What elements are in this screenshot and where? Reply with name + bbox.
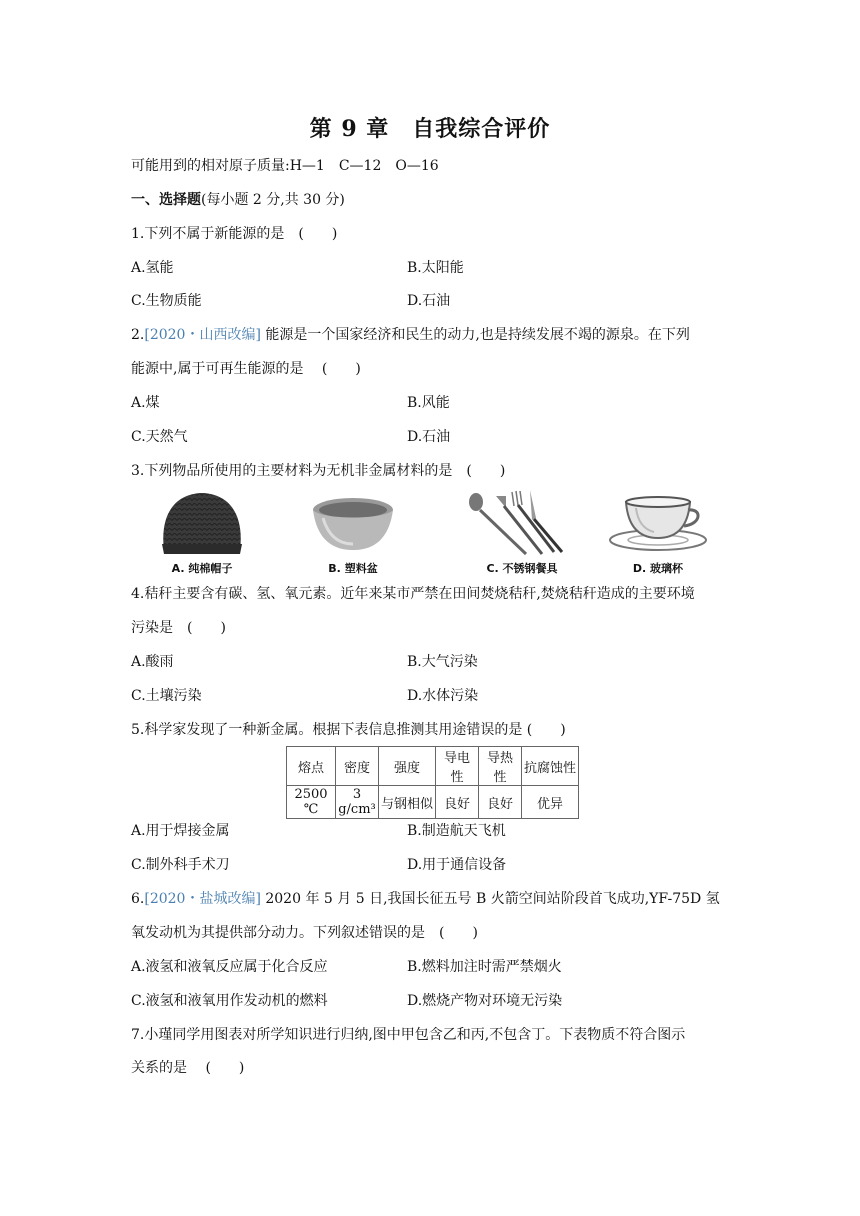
q2-stem-text: 能源是一个国家经济和民生的动力,也是持续发展不竭的源泉。在下列 bbox=[260, 327, 690, 343]
table-cell: 3 g/cm³ bbox=[336, 786, 379, 819]
q6-option-a: A.液氢和液氧反应属于化合反应 bbox=[131, 959, 328, 975]
q2-number: 2. bbox=[131, 327, 145, 343]
table-header-row bbox=[287, 747, 579, 786]
q1-option-c: C.生物质能 bbox=[131, 293, 202, 309]
q5-stem: 5.科学家发现了一种新金属。根据下表信息推测其用途错误的是 ( ) bbox=[131, 722, 566, 738]
table-header-cell: 抗腐蚀性 bbox=[522, 747, 579, 786]
section-heading bbox=[131, 190, 345, 210]
table-header-cell: 强度 bbox=[379, 747, 436, 786]
table-header-cell: 导电性 bbox=[436, 747, 479, 786]
table-row bbox=[287, 786, 579, 819]
q5-option-b: B.制造航天飞机 bbox=[407, 823, 506, 839]
q1-option-a: A.氢能 bbox=[131, 260, 174, 276]
atomic-masses: 可能用到的相对原子质量:H—1 C—12 O—16 bbox=[131, 158, 439, 174]
table-cell: 2500 ℃ bbox=[287, 786, 336, 819]
q6-source: [2020・盐城改编] bbox=[144, 891, 261, 907]
q5-option-d: D.用于通信设备 bbox=[407, 857, 507, 873]
q6-stem-line1 bbox=[131, 889, 720, 909]
q3-caption-c: C. 不锈钢餐具 bbox=[486, 562, 558, 575]
q2-option-a: A.煤 bbox=[131, 395, 160, 411]
q3-stem: 3.下列物品所使用的主要材料为无机非金属材料的是 ( ) bbox=[131, 463, 506, 479]
page-title: 第 9 章 自我综合评价 bbox=[309, 116, 551, 142]
q7-stem-line1: 7.小瑾同学用图表对所学知识进行归纳,图中甲包含乙和丙,不包含丁。下表物质不符合图示 bbox=[131, 1027, 686, 1043]
q6-option-b: B.燃料加注时需严禁烟火 bbox=[407, 959, 562, 975]
cutlery-icon bbox=[462, 488, 582, 560]
q2-stem-line1 bbox=[131, 325, 690, 345]
q3-caption-d: D. 玻璃杯 bbox=[632, 562, 684, 575]
q2-source: [2020・山西改编] bbox=[144, 327, 261, 343]
q2-option-d: D.石油 bbox=[407, 429, 451, 445]
q5-option-c: C.制外科手术刀 bbox=[131, 857, 230, 873]
q1-option-b: B.太阳能 bbox=[407, 260, 464, 276]
q2-stem-line2: 能源中,属于可再生能源的是 ( ) bbox=[131, 361, 361, 377]
table-cell: 良好 bbox=[479, 786, 522, 819]
q3-caption-a: A. 纯棉帽子 bbox=[171, 562, 233, 575]
q7-stem-line2: 关系的是 ( ) bbox=[131, 1060, 245, 1076]
table-header-cell: 导热性 bbox=[479, 747, 522, 786]
q3-picture-b bbox=[293, 488, 413, 578]
knit-hat-icon bbox=[142, 488, 262, 560]
q6-stem-text: 2020 年 5 月 5 日,我国长征五号 B 火箭空间站阶段首飞成功,YF-75D 氢 bbox=[260, 891, 720, 907]
q6-number: 6. bbox=[131, 891, 145, 907]
q1-stem: 1.下列不属于新能源的是 ( ) bbox=[131, 226, 338, 242]
metal-properties-table bbox=[286, 746, 579, 819]
q4-stem-line1: 4.秸秆主要含有碳、氢、氧元素。近年来某市严禁在田间焚烧秸秆,焚烧秸秆造成的主要环境 bbox=[131, 586, 695, 602]
q3-picture-c bbox=[462, 488, 582, 578]
q3-picture-a bbox=[142, 488, 262, 578]
q2-option-b: B.风能 bbox=[407, 395, 450, 411]
q2-option-c: C.天然气 bbox=[131, 429, 188, 445]
q6-option-c: C.液氢和液氧用作发动机的燃料 bbox=[131, 993, 328, 1009]
table-cell: 优异 bbox=[522, 786, 579, 819]
q6-stem-line2: 氧发动机为其提供部分动力。下列叙述错误的是 ( ) bbox=[131, 925, 478, 941]
q4-stem-line2: 污染是 ( ) bbox=[131, 620, 226, 636]
q3-caption-b: B. 塑料盆 bbox=[328, 562, 378, 575]
section-note: (每小题 2 分,共 30 分) bbox=[201, 192, 345, 208]
q1-option-d: D.石油 bbox=[407, 293, 451, 309]
table-cell: 与钢相似 bbox=[379, 786, 436, 819]
q3-picture-d bbox=[598, 488, 718, 578]
table-cell: 良好 bbox=[436, 786, 479, 819]
q5-option-a: A.用于焊接金属 bbox=[131, 823, 230, 839]
q4-option-b: B.大气污染 bbox=[407, 654, 478, 670]
table-header-cell: 熔点 bbox=[287, 747, 336, 786]
table-header-cell: 密度 bbox=[336, 747, 379, 786]
section-title: 一、选择题 bbox=[131, 192, 201, 208]
plastic-basin-icon bbox=[293, 488, 413, 560]
q4-option-a: A.酸雨 bbox=[131, 654, 174, 670]
q4-option-d: D.水体污染 bbox=[407, 688, 479, 704]
q6-option-d: D.燃烧产物对环境无污染 bbox=[407, 993, 563, 1009]
glass-cup-icon bbox=[598, 488, 718, 560]
q4-option-c: C.土壤污染 bbox=[131, 688, 202, 704]
